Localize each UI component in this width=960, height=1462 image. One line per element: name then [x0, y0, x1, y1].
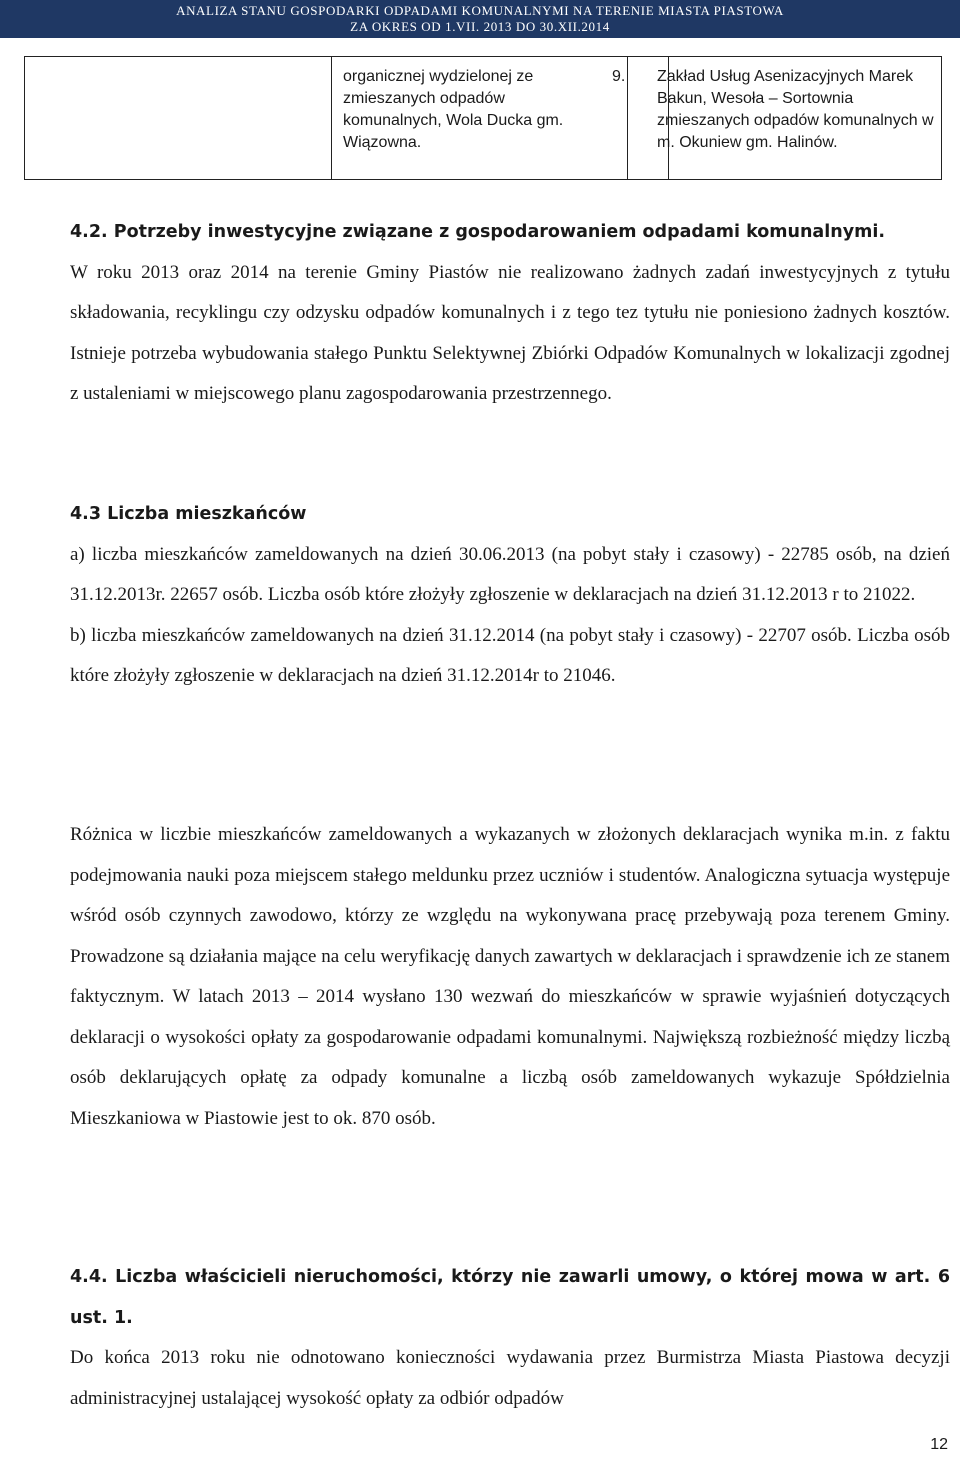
- list-item: b) liczba mieszkańców zameldowanych na dzień 31.12.2014 (na pobyt stały i czasowy) - 22707 osób. Liczba osób które złożyły zgłoszenie w deklaracjach na dzień 31.12.2014r to 21046.: [70, 624, 950, 686]
- header-period: ZA OKRES OD 1.VII. 2013 DO 30.XII.2014: [350, 19, 610, 34]
- table-cell-text-left: organicznej wydzielonej ze zmieszanych odpadów komunalnych, Wola Ducka gm. Wiązowna.: [343, 68, 564, 151]
- section-4-3-explanation: [70, 815, 950, 1139]
- page-number: 12: [930, 1436, 948, 1453]
- table-cell-text-right: Zakład Usług Asenizacyjnych Marek Bakun, Wesoła – Sortownia zmieszanych odpadów komunalnych w m. Okuniew gm. Halinów.: [657, 68, 934, 151]
- section-4-4: [70, 1257, 950, 1419]
- section-4-3: [70, 494, 950, 697]
- paragraph: W roku 2013 oraz 2014 na terenie Gminy Piastów nie realizowano żadnych zadań inwestycyjnych z tytułu składowania, recyklingu czy odzysku odpadów komunalnych i z tego tez tytułu nie poniesiono żadnych kosztów. Istnieje potrzeba wybudowania stałego Punktu Selektywnej Zbiórki Odpadów Komunalnych w lokalizacji zgodnej z ustaleniami w miejscowego planu zagospodarowania przestrzennego.: [70, 261, 950, 404]
- header-title: ANALIZA STANU GOSPODARKI ODPADAMI KOMUNALNYMI NA TERENIE MIASTA PIASTOWA: [176, 3, 784, 18]
- table-cell-empty: [25, 57, 332, 179]
- section-4-2: [70, 212, 950, 415]
- paragraph: Do końca 2013 roku nie odnotowano konieczności wydawania przez Burmistrza Miasta Piastowa decyzji administracyjnej ustalającej wysokość opłaty za odbiór odpadów: [70, 1347, 950, 1409]
- section-heading: 4.4. Liczba właścicieli nieruchomości, którzy nie zawarli umowy, o której mowa w art. 6 ust. 1.: [70, 1267, 950, 1328]
- section-heading: 4.3 Liczba mieszkańców: [70, 504, 307, 524]
- list-item: a) liczba mieszkańców zameldowanych na dzień 30.06.2013 (na pobyt stały i czasowy) - 22785 osób, na dzień 31.12.2013r. 22657 osób. Liczba osób które złożyły zgłoszenie w deklaracjach na dzień 31.12.2013 r to 21022.: [70, 543, 950, 605]
- table-row-number: 9.: [612, 68, 626, 85]
- paragraph: Różnica w liczbie mieszkańców zameldowanych a wykazanych w złożonych deklaracjach wynika m.in. z faktu podejmowania nauki poza miejscem stałego meldunku przez uczniów i studentów. Analogiczna sytuacja występuje wśród osób czynnych zawodowo, którzy ze względu na wykonywana pracę przebywają poza terenem Gminy. Prowadzone są działania mające na celu weryfikację danych zawartych w deklaracjach i sprawdzenie ich ze stanem faktycznym. W latach 2013 – 2014 wysłano 130 wezwań do mieszkańców w sprawie wyjaśnień dotyczących deklaracji o wysokości opłaty za gospodarowanie odpadami komunalnymi. Największą rozbieżność między liczbą osób deklarujących opłatę za odpady komunalne a liczbą osób zameldowanych wykazuje Spółdzielnia Mieszkaniowa w Piastowie jest to ok. 870 osób.: [70, 824, 950, 1129]
- document-header: [0, 0, 960, 38]
- section-heading: 4.2. Potrzeby inwestycyjne związane z gospodarowaniem odpadami komunalnymi.: [70, 222, 885, 242]
